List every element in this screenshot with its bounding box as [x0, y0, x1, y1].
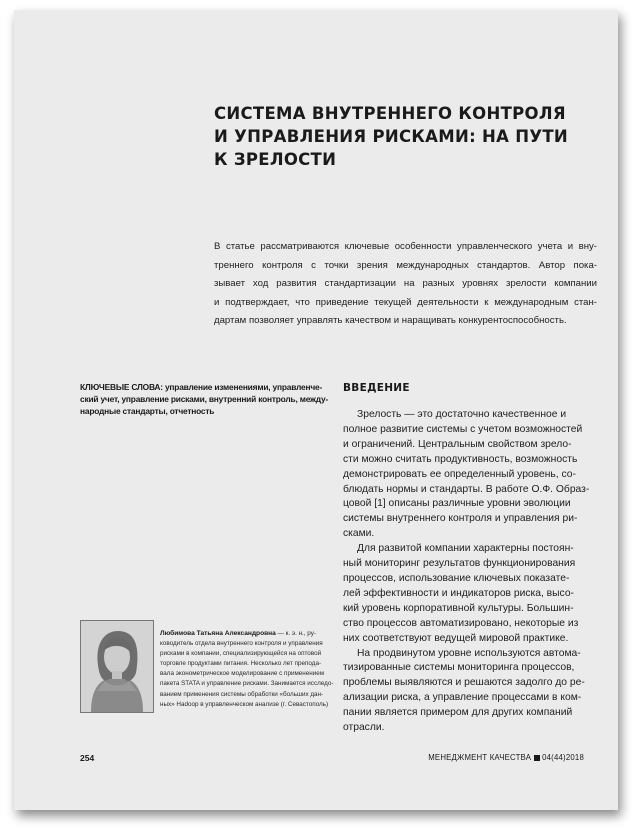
body-line: тизированные системы мониторинга процессов, — [343, 662, 575, 674]
body-line: Для развитой компании характерны постоян- — [357, 543, 574, 555]
page-number: 254 — [80, 753, 95, 763]
keywords-line: КЛЮЧЕВЫЕ СЛОВА: управление изменениями, управленче- — [80, 382, 323, 392]
keywords-line: ский учет, управление рисками, внутренний контроль, между- — [80, 394, 329, 405]
body-line: На продвинутом уровне используются автома- — [357, 647, 581, 659]
body-line: пании является примером для других компаний — [343, 707, 573, 719]
journal-name: МЕНЕДЖМЕНТ КАЧЕСТВА — [428, 753, 532, 762]
author-bio-line: ванием применения системы обработки «больших дан- — [160, 690, 324, 698]
article-title — [214, 102, 569, 171]
body-line: сками. — [343, 528, 375, 540]
author-portrait-icon — [81, 621, 153, 712]
keywords-line: народные стандарты, отчетность — [80, 406, 215, 417]
author-bio-line: рисками в компании, специализирующейся на оптовой — [160, 650, 322, 658]
title-line: К ЗРЕЛОСТИ — [214, 150, 337, 169]
title-line: И УПРАВЛЕНИЯ РИСКАМИ: НА ПУТИ — [214, 127, 569, 146]
journal-page — [14, 10, 618, 810]
square-separator-icon — [534, 755, 540, 761]
abstract-line: зывает ход развития стандартизации на разных уровнях зрелости компании — [214, 278, 597, 290]
body-line: полное развитие системы с учетом возможностей — [343, 423, 583, 435]
body-text — [343, 408, 598, 736]
body-line: отрасли. — [343, 722, 385, 734]
body-line: системы внутреннего контроля и управления ри- — [343, 513, 578, 525]
body-line: ный мониторинг результатов функционирования — [343, 558, 576, 570]
body-line: проблемы выявляются и решаются задолго до ре- — [343, 677, 585, 689]
author-bio-line: пакета STATA и управление рисками. Занимается исследо- — [160, 680, 334, 688]
author-bio-line: вала эконометрическое моделирование с применением — [160, 670, 325, 678]
body-line: Зрелость — это достаточно качественное и — [357, 409, 567, 420]
issue-number: 04(44)2018 — [542, 753, 584, 762]
abstract-line: и подтверждает, что приведение текущей деятельности к международным стан- — [214, 296, 597, 308]
author-bio-line: — к. э. н., ру- — [275, 630, 316, 637]
body-line: блюдать нормы и стандарты. В работе О.Ф. Образ- — [343, 483, 590, 495]
body-line: цовой [1] описаны различные уровни эволюции — [343, 498, 571, 510]
running-footer — [428, 753, 584, 762]
body-line: лей эффективности и индикаторов риска, высо- — [343, 587, 574, 599]
abstract-line: треннего контроля с точки зрения международных стандартов. Автор пока- — [214, 259, 597, 271]
author-name: Любимова Татьяна Александровна — [160, 630, 276, 637]
body-line: демонстрировать ее определенный уровень, со- — [343, 468, 576, 480]
body-line: сти можно считать продуктивность, возможность — [343, 453, 578, 465]
body-line: ализации риска, а управление процессами в ком- — [343, 692, 582, 704]
author-photo — [80, 620, 154, 713]
author-bio-line: ководитель отдела внутреннего контроля и управления — [160, 640, 323, 648]
author-bio — [160, 629, 335, 710]
body-line: кий уровень корпоративной культуры. Большин- — [343, 602, 574, 614]
abstract-line: В статье рассматриваются ключевые особенности управленческого учета и вну- — [214, 241, 597, 252]
title-line: СИСТЕМА ВНУТРЕННЕГО КОНТРОЛЯ — [214, 104, 566, 123]
body-line: них соответствуют ведущей мировой практике. — [343, 632, 569, 644]
author-bio-line: торговле продуктами питания. Несколько лет препода- — [160, 660, 322, 668]
body-line: ство процессов автоматизировано, некоторые из — [343, 617, 579, 629]
author-bio-line: ных» Hadoop в управленческом анализе (г. Севастополь) — [160, 700, 329, 708]
keywords-block — [80, 381, 330, 418]
article-abstract — [214, 238, 597, 331]
body-line: и ограничений. Центральным свойством зрело- — [343, 438, 572, 450]
section-heading: ВВЕДЕНИЕ — [343, 382, 410, 394]
abstract-line: дартам позволяет управлять качеством и наращивать конкурентоспособность. — [214, 315, 567, 327]
body-line: процессов, использование ключевых показате- — [343, 572, 570, 584]
